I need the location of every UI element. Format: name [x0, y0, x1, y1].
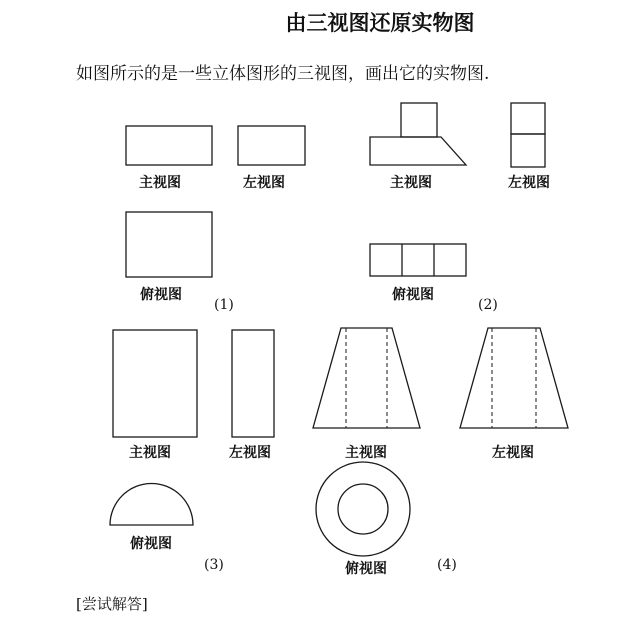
- attempt-answer-heading: [尝试解答]: [76, 595, 148, 613]
- p3-front-view: [113, 330, 197, 437]
- p3-top-view: [110, 484, 193, 526]
- p4-front-view: [313, 328, 420, 428]
- p1-top-view: [126, 212, 212, 277]
- p2-left-view: [511, 103, 545, 167]
- p1-front-view-label: 主视图: [139, 175, 181, 191]
- p2-left-view-label: 左视图: [508, 175, 550, 191]
- p2-top-view: [370, 244, 466, 276]
- problem-1-figures: [126, 126, 305, 277]
- p3-top-view-label: 俯视图: [130, 536, 172, 552]
- p1-left-view: [238, 126, 305, 165]
- problem-number-1: (1): [214, 297, 234, 313]
- p3-front-view-label: 主视图: [129, 445, 171, 461]
- p4-front-view-label: 主视图: [345, 445, 387, 461]
- problem-statement: 如图所示的是一些立体图形的三视图，画出它的实物图.: [76, 64, 490, 84]
- p2-top-view-label: 俯视图: [392, 287, 434, 303]
- p2-front-view: [370, 103, 466, 165]
- p4-left-view-label: 左视图: [492, 445, 534, 461]
- p1-left-view-label: 左视图: [243, 175, 285, 191]
- p3-left-view-label: 左视图: [229, 445, 271, 461]
- problem-number-3: (3): [204, 557, 224, 573]
- p4-top-view: [316, 462, 410, 556]
- problem-number-4: (4): [437, 557, 457, 573]
- page-title: 由三视图还原实物图: [285, 10, 475, 35]
- p3-left-view: [232, 330, 274, 437]
- problem-3-figures: [110, 330, 274, 525]
- problem-4-figures: [313, 328, 568, 556]
- p1-top-view-label: 俯视图: [140, 287, 182, 303]
- p1-front-view: [126, 126, 212, 165]
- p4-left-view: [460, 328, 568, 428]
- problem-number-2: (2): [478, 297, 498, 313]
- p2-front-view-label: 主视图: [390, 175, 432, 191]
- p4-top-view-label: 俯视图: [345, 561, 387, 577]
